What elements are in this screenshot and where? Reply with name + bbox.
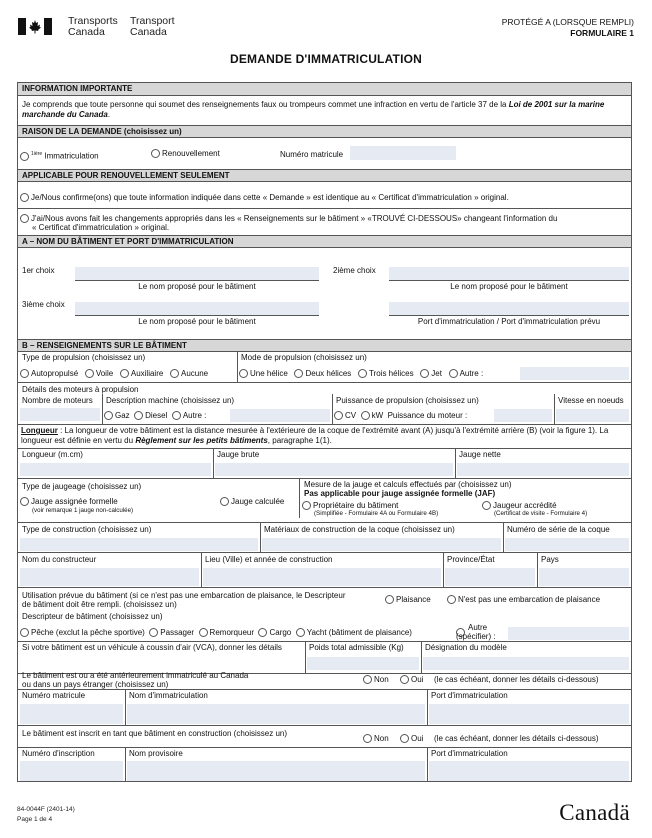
hull-material-field[interactable] [262, 538, 501, 551]
reg-number-label: Numéro matricule [22, 691, 86, 700]
power-kw[interactable]: kW [361, 411, 384, 420]
machine-gas[interactable]: Gaz [104, 411, 130, 420]
mode-opt-1[interactable]: Une hélice [239, 369, 288, 378]
desc-fishing[interactable]: Pêche (exclut la pêche sportive) [20, 628, 145, 637]
dept-name-fr: Transport Canada [130, 15, 175, 38]
province-label: Province/État [447, 555, 495, 564]
power-options: CV kW Puissance du moteur : [334, 411, 467, 421]
previous-reg-label: Le bâtiment est ou a été antérieurement immatriculé au Canada [22, 671, 249, 680]
ins-port-field[interactable] [429, 761, 629, 781]
choice-1-caption: Le nom proposé pour le bâtiment [138, 282, 256, 291]
engine-count-field[interactable] [20, 408, 100, 421]
mode-opt-3[interactable]: Trois hélices [358, 369, 414, 378]
machine-label: Description machine (choisissez un) [106, 396, 235, 405]
ins-number-label: Numéro d'inscription [22, 749, 95, 758]
port-caption: Port d'immatriculation / Port d'immatriculation prévu [417, 317, 601, 326]
choice-1-field[interactable] [75, 267, 319, 280]
reason-renewal[interactable]: Renouvellement [151, 149, 220, 159]
net-tonnage-field[interactable] [457, 463, 629, 476]
important-text: Je comprends que toute personne qui soumet des renseignements faux ou trompeurs commet une infraction en vertu de l'article 37 de la Loi de 2001 sur la marine marchande du Canada. [22, 100, 605, 119]
tonnage-type-label: Type de jaugeage (choisissez un) [22, 482, 142, 491]
section-a-heading: A – NOM DU BÂTIMENT ET PORT D'IMMATRICULATION [18, 235, 631, 248]
page-header [18, 14, 638, 46]
tonnage-formal-note: (voir remarque 1 jauge non-calculée) [32, 507, 134, 514]
prov-name-label: Nom provisoire [129, 749, 183, 758]
use-not-pleasure[interactable]: N'est pas une embarcation de plaisance [447, 595, 600, 605]
radio-icon[interactable] [20, 214, 29, 223]
mode-opt-other[interactable]: Autre : [449, 369, 484, 378]
construction-field[interactable] [20, 538, 258, 551]
prop-opt-aux[interactable]: Auxiliaire [120, 369, 163, 378]
choice-3-label: 3ième choix [22, 300, 65, 309]
desc-other-field[interactable] [508, 627, 629, 640]
radio-icon[interactable] [20, 193, 29, 202]
place-label: Lieu (Ville) et année de construction [205, 555, 333, 564]
reg-port-field[interactable] [429, 704, 629, 724]
section-b-heading: B – RENSEIGNEMENTS SUR LE BÂTIMENT [18, 339, 631, 352]
renewal-changes-option[interactable]: J'ai/Nous avons fait les changements appropriés dans les « Renseignements sur le bâtiment » «TROUVÉ CI-DESSOUS» changeant l'information du [20, 214, 557, 224]
length-definition: Longueur : La longueur de votre bâtiment est la distance mesurée à l'extérieure de la coque de l'extrémité avant (A) jusqu'à l'extrémité arrière (B) (voir la figure 1). La longueur est définie en vertu du Règlement sur les petits bâtiments, paragraphe 1(1). [21, 426, 609, 445]
gross-tonnage-field[interactable] [215, 463, 453, 476]
port-field[interactable] [389, 302, 629, 315]
reg-name-label: Nom d'immatriculation [129, 691, 208, 700]
place-field[interactable] [203, 568, 441, 586]
desc-cargo[interactable]: Cargo [258, 628, 291, 637]
net-tonnage-label: Jauge nette [459, 450, 501, 459]
radio-icon[interactable] [20, 152, 29, 161]
mode-opt-2[interactable]: Deux hélices [294, 369, 351, 378]
dept-name-en: Transports Canada [68, 15, 118, 38]
gross-tonnage-label: Jauge brute [217, 450, 260, 459]
choice-3-field[interactable] [75, 302, 319, 315]
machine-diesel[interactable]: Diesel [134, 411, 167, 420]
prop-opt-self[interactable]: Autopropulsé [20, 369, 78, 378]
previous-reg-label-2: ou dans un pays étranger (choisissez un) [22, 680, 169, 689]
page-title: DEMANDE D'IMMATRICULATION [229, 52, 423, 66]
hovercraft-label: Si votre bâtiment est un véhicule à coussin d'air (VCA), donner les détails [22, 643, 282, 652]
mode-other-field[interactable] [520, 367, 629, 380]
ins-port-label: Port d'immatriculation [431, 749, 508, 758]
descriptor-label: Descripteur de bâtiment (choisissez un) [22, 612, 163, 621]
hull-serial-label: Numéro de série de la coque [507, 525, 610, 534]
choice-1-label: 1er choix [22, 266, 55, 275]
reg-name-field[interactable] [127, 704, 425, 724]
desc-tug[interactable]: Remorqueur [199, 628, 254, 637]
ins-number-field[interactable] [20, 761, 123, 781]
tonnage-formal[interactable]: Jauge assignée formelle [20, 497, 118, 507]
power-hp[interactable]: CV [334, 411, 356, 420]
measure-surveyor[interactable]: Jaugeur accrédité [482, 501, 557, 511]
constr-no[interactable]: Non [363, 734, 389, 744]
measure-owner-note: (Simplifiée - Formulaire 4A ou Formulaire 4B) [314, 510, 439, 517]
weight-label: Poids total admissible (Kg) [309, 643, 404, 652]
hull-serial-field[interactable] [505, 538, 629, 551]
measure-label: Mesure de la jauge et calculs effectués par (choisissez un) [304, 480, 512, 489]
prev-note: (le cas échéant, donner les détails ci-dessous) [434, 675, 599, 684]
builder-field[interactable] [20, 568, 199, 586]
measure-na-label: Pas applicable pour jauge assignée formelle (JAF) [304, 489, 496, 498]
choice-2-caption: Le nom proposé pour le bâtiment [450, 282, 568, 291]
desc-other-label: Autre [468, 623, 488, 632]
model-field[interactable] [423, 657, 629, 670]
prop-opt-none[interactable]: Aucune [170, 369, 208, 378]
canada-wordmark-logo: Canadä [559, 800, 630, 825]
machine-other-field[interactable] [230, 409, 330, 422]
desc-yacht[interactable]: Yacht (bâtiment de plaisance) [296, 628, 412, 637]
choice-2-field[interactable] [389, 267, 629, 280]
constr-note: (le cas échéant, donner les détails ci-dessous) [434, 734, 599, 743]
desc-other-label-2: (spécifier) : [456, 632, 496, 641]
engine-count-label: Nombre de moteurs [22, 396, 93, 405]
propulsion-mode-label: Mode de propulsion (choisissez un) [241, 353, 367, 362]
choice-2-label: 2ième choix [333, 266, 376, 275]
prop-opt-sail[interactable]: Voile [85, 369, 113, 378]
under-construction-label: Le bâtiment est inscrit en tant que bâtiment en construction (choisissez un) [22, 729, 288, 738]
renewal-changes-text: « Certificat d'immatriculation » original. [32, 223, 170, 232]
page-number: Page 1 de 4 [17, 816, 53, 823]
matricule-label: Numéro matricule [280, 150, 344, 159]
use-label: Utilisation prévue du bâtiment (si ce n'est pas une embarcation de plaisance, le Descripteur [22, 591, 346, 600]
speed-label: Vitesse en noeuds [558, 396, 624, 405]
tonnage-calculated[interactable]: Jauge calculée [220, 497, 284, 507]
builder-label: Nom du constructeur [22, 555, 97, 564]
descriptor-options [20, 628, 412, 638]
section-reason-heading: RAISON DE LA DEMANDE (choisissez un) [18, 125, 631, 138]
choice-3-caption: Le nom proposé pour le bâtiment [138, 317, 256, 326]
length-label: Longueur (m.cm) [22, 450, 83, 459]
propulsion-mode-options [239, 369, 483, 379]
model-label: Désignation du modèle [425, 643, 507, 652]
use-pleasure[interactable]: Plaisance [385, 595, 431, 605]
machine-other[interactable]: Autre : [172, 411, 207, 420]
weight-field[interactable] [307, 657, 419, 670]
renewal-confirm-option[interactable]: Je/Nous confirme(ons) que toute information indiquée dans cette « Demande » est identique au « Certificat d'immatriculation » original. [20, 193, 509, 203]
measure-surveyor-note: (Certificat de visite - Formulaire 4) [494, 510, 588, 517]
machine-options [104, 411, 206, 421]
prev-no[interactable]: Non [363, 675, 389, 685]
use-label-2: de bâtiment doit être rempli. (choisissez un) [22, 600, 177, 609]
matricule-field[interactable] [350, 146, 456, 160]
form-code: 84-0044F (2401-14) [17, 806, 75, 813]
speed-field[interactable] [556, 409, 629, 422]
prev-yes[interactable]: Oui [400, 675, 423, 685]
country-field[interactable] [539, 568, 629, 586]
reason-first-registration[interactable]: $^{1ière}$ Immatriculation [20, 149, 99, 162]
section-important-heading: INFORMATION IMPORTANTE [18, 83, 631, 96]
power-label: Puissance de propulsion (choisissez un) [336, 396, 479, 405]
hull-material-label: Matériaux de construction de la coque (choisissez un) [264, 525, 455, 534]
constr-yes[interactable]: Oui [400, 734, 423, 744]
propulsion-type-label: Type de propulsion (choisissez un) [22, 353, 146, 362]
desc-passenger[interactable]: Passager [149, 628, 194, 637]
reg-port-label: Port d'immatriculation [431, 691, 508, 700]
country-label: Pays [541, 555, 559, 564]
application-form [17, 82, 632, 782]
mode-opt-jet[interactable]: Jet [420, 369, 442, 378]
construction-label: Type de construction (choisissez un) [22, 525, 152, 534]
engines-label: Détails des moteurs à propulsion [22, 385, 139, 394]
section-renewal-heading: APPLICABLE POUR RENOUVELLEMENT SEULEMENT [18, 169, 631, 182]
province-field[interactable] [445, 568, 535, 586]
measure-owner[interactable]: Propriétaire du bâtiment [302, 501, 398, 511]
radio-icon[interactable] [151, 149, 160, 158]
propulsion-type-options [20, 369, 208, 379]
length-field[interactable] [20, 463, 211, 476]
power-field[interactable] [494, 409, 552, 422]
protected-label: PROTÉGÉ A (LORSQUE REMPLI) FORMULAIRE 1 [501, 17, 634, 38]
prov-name-field[interactable] [127, 761, 425, 781]
form-footer [17, 805, 75, 825]
reg-number-field[interactable] [20, 704, 123, 724]
canada-flag-icon [18, 18, 52, 35]
